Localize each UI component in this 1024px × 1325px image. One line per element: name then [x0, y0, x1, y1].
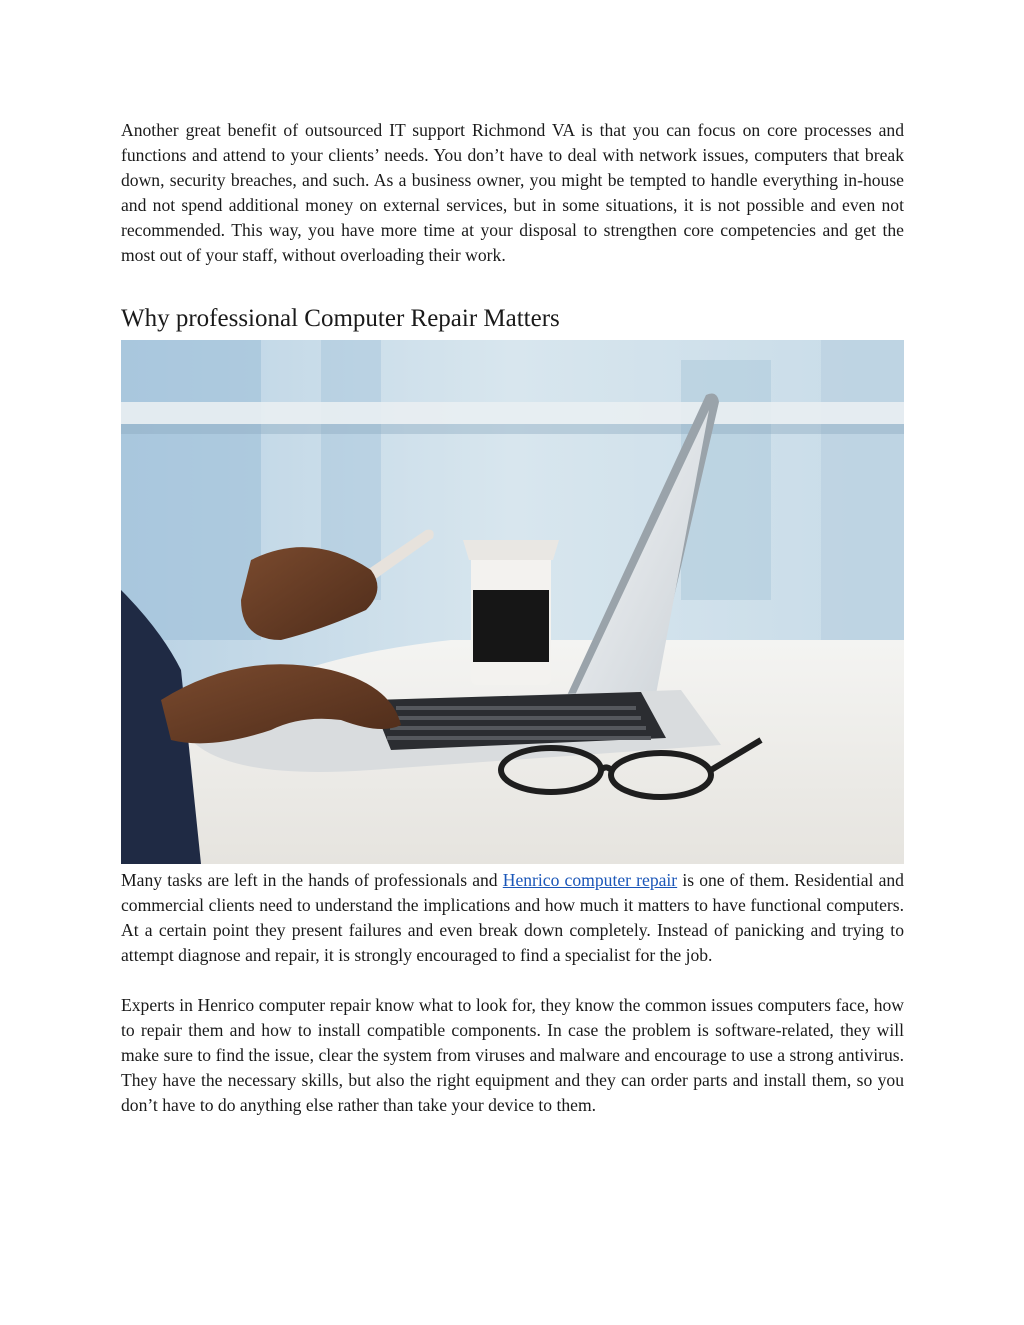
section-heading: Why professional Computer Repair Matters	[121, 305, 560, 332]
body-paragraph-2	[121, 868, 904, 968]
paragraph-2-rest: is one of them. Residential and commercial clients need to understand the implications and how much it matters to have functional computers. At a certain point they present failures and even break down completely. Instead of panicking and trying to attempt diagnose and repair, it is strongly encouraged to find a specialist for the job.	[121, 870, 904, 965]
laptop-phone-coffee-photo	[121, 340, 904, 864]
body-paragraph-3: Experts in Henrico computer repair know what to look for, they know the common issues computers face, how to repair them and how to install compatible components. In case the problem is software-related, they will make sure to find the issue, clear the system from viruses and malware and encourage to use a strong antivirus. They have the necessary skills, but also the right equipment and they can order parts and install them, so you don’t have to do anything else rather than take your device to them.	[121, 995, 904, 1115]
intro-paragraph: Another great benefit of outsourced IT support Richmond VA is that you can focus on core processes and functions and attend to your clients’ needs. You don’t have to deal with network issues, computers that break down, security breaches, and such. As a business owner, you might be tempted to handle everything in-house and not spend additional money on external services, but in some situations, it is not possible and even not recommended. This way, you have more time at your disposal to strengthen core competencies and get the most out of your staff, without overloading their work.	[121, 120, 904, 265]
document-page	[121, 118, 904, 1118]
paragraph-2-lead: Many tasks are left in the hands of professionals and	[121, 870, 503, 890]
henrico-computer-repair-link[interactable]: Henrico computer repair	[502, 870, 678, 890]
